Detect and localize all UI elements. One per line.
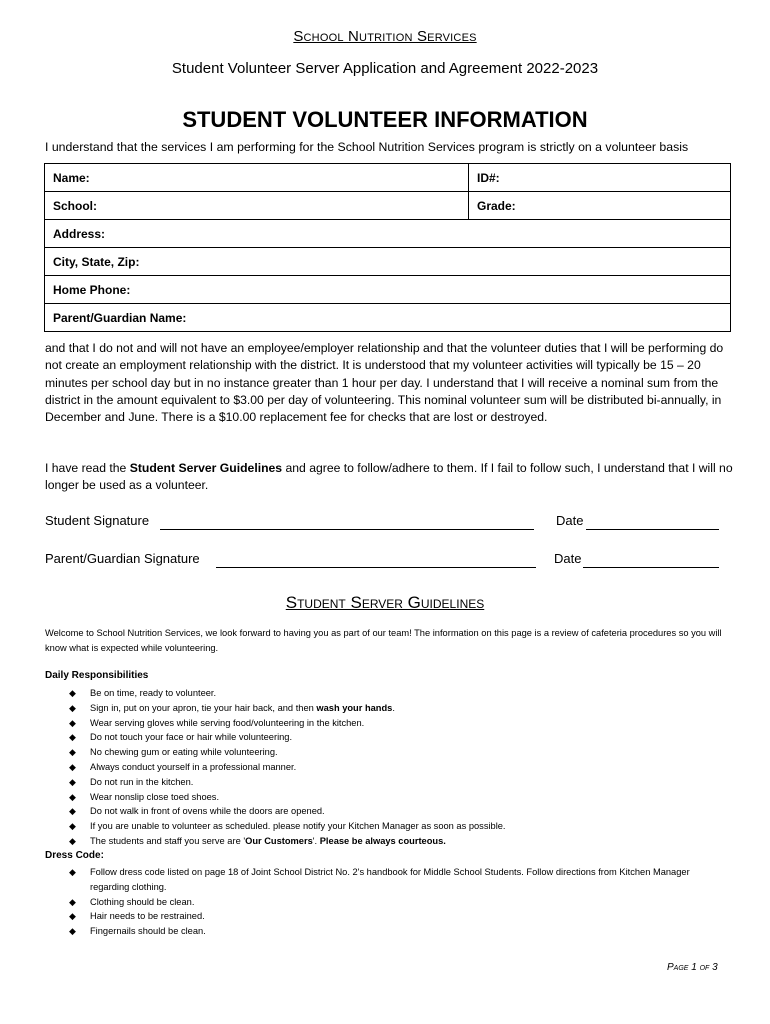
list-item: ◆ Wear nonslip close toed shoes. [45, 790, 730, 805]
list-item: ◆ If you are unable to volunteer as scheduled. please notify your Kitchen Manager as soon as possible. [45, 819, 730, 834]
student-date-label: Date [556, 513, 584, 528]
agreement-text: and that I do not and will not have an employee/employer relationship and that the volunteer duties that I will be performing do not create an employment relationship with the district. It is understood that my volunteer activities will typically be 15 – 20 minutes per school day but in no instance greater than 1 hour per day. I understand that I will receive a nominal sum from the district in the amount equivalent to $3.00 per day of volunteering. This nominal volunteer sum will be distributed bi-annually, in December and June. There is a $10.00 replacement fee for checks that are lost or destroyed. [45, 341, 724, 425]
intro-text: I understand that the services I am performing for the School Nutrition Services program is strictly on a volunteer basis [45, 140, 689, 154]
parent-guardian-field[interactable]: Parent/Guardian Name: [45, 304, 731, 332]
table-row [45, 220, 731, 248]
main-heading: STUDENT VOLUNTEER INFORMATION [182, 107, 588, 132]
diamond-bullet-icon: ◆ [69, 835, 76, 846]
student-signature-row [45, 513, 725, 533]
parent-date-line[interactable] [583, 567, 719, 568]
table-row [45, 192, 731, 220]
list-item: ◆ Do not walk in front of ovens while the doors are opened. [45, 804, 730, 819]
guidelines-statement-pre: I have read the [45, 461, 130, 475]
guidelines-statement-post: and agree to follow/adhere to them. If I fail to follow such, I understand that I will no longer be used as a volunteer. [45, 461, 733, 493]
diamond-bullet-icon: ◆ [69, 896, 76, 907]
list-item: ◆ Hair needs to be restrained. [45, 909, 730, 924]
list-item: ◆ Do not touch your face or hair while volunteering. [45, 730, 730, 745]
dress-code-list [45, 865, 730, 939]
daily-responsibilities-title: Daily Responsibilities [45, 670, 149, 681]
student-info-table [44, 163, 731, 332]
list-item: ◆ Do not run in the kitchen. [45, 775, 730, 790]
welcome-text: Welcome to School Nutrition Services, we look forward to having you as part of our team! The information on this page is a review of cafeteria procedures so you will know what is expected while volunteering. [45, 628, 722, 653]
table-row [45, 164, 731, 192]
id-field[interactable]: ID#: [469, 164, 731, 192]
diamond-bullet-icon: ◆ [69, 702, 76, 713]
table-row [45, 304, 731, 332]
grade-field[interactable]: Grade: [469, 192, 731, 220]
guidelines-section-title [0, 593, 770, 613]
page-number: Page 1 of 3 [667, 962, 718, 973]
diamond-bullet-icon: ◆ [69, 717, 76, 728]
diamond-bullet-icon: ◆ [69, 821, 76, 832]
diamond-bullet-icon: ◆ [69, 926, 76, 937]
diamond-bullet-icon: ◆ [69, 747, 76, 758]
parent-date-label: Date [554, 551, 582, 566]
org-name: School Nutrition Services [293, 28, 477, 45]
diamond-bullet-icon: ◆ [69, 732, 76, 743]
diamond-bullet-icon: ◆ [69, 806, 76, 817]
parent-signature-line[interactable] [216, 567, 536, 568]
name-field[interactable]: Name: [45, 164, 469, 192]
list-item: ◆ Be on time, ready to volunteer. [45, 686, 730, 701]
parent-signature-row [45, 551, 725, 571]
list-item: ◆ Always conduct yourself in a professional manner. [45, 760, 730, 775]
student-signature-line[interactable] [160, 529, 534, 530]
list-item: ◆ Follow dress code listed on page 18 of Joint School District No. 2's handbook for Middle School Students. Follow directions from Kitchen Manager regarding clothing. [69, 867, 690, 892]
list-item: ◆ Sign in, put on your apron, tie your hair back, and then wash your hands. [45, 701, 730, 716]
guidelines-title: Student Server Guidelines [285, 593, 485, 612]
dress-code-title: Dress Code: [45, 850, 104, 861]
diamond-bullet-icon: ◆ [69, 791, 76, 802]
list-item: ◆ Fingernails should be clean. [45, 924, 730, 939]
diamond-bullet-icon: ◆ [69, 688, 76, 698]
header-org [0, 28, 770, 45]
city-state-zip-field[interactable]: City, State, Zip: [45, 248, 731, 276]
address-field[interactable]: Address: [45, 220, 731, 248]
home-phone-field[interactable]: Home Phone: [45, 276, 731, 304]
list-item: ◆ The students and staff you serve are 'Our Customers'. Please be always courteous. [45, 834, 730, 849]
list-item: ◆ Clothing should be clean. [45, 895, 730, 910]
diamond-bullet-icon: ◆ [69, 911, 76, 922]
table-row [45, 248, 731, 276]
list-item: ◆ No chewing gum or eating while volunteering. [45, 745, 730, 760]
parent-signature-label: Parent/Guardian Signature [45, 551, 200, 566]
student-signature-label: Student Signature [45, 513, 150, 528]
guidelines-statement-bold: Student Server Guidelines [129, 461, 283, 475]
diamond-bullet-icon: ◆ [69, 867, 76, 877]
form-subtitle: Student Volunteer Server Application and Agreement 2022-2023 [171, 60, 599, 77]
list-item: ◆ Wear serving gloves while serving food/volunteering in the kitchen. [45, 716, 730, 731]
daily-responsibilities-list [45, 686, 730, 849]
guidelines-statement [45, 460, 735, 495]
student-date-line[interactable] [586, 529, 719, 530]
school-field[interactable]: School: [45, 192, 469, 220]
diamond-bullet-icon: ◆ [69, 761, 76, 772]
diamond-bullet-icon: ◆ [69, 776, 76, 787]
table-row [45, 276, 731, 304]
